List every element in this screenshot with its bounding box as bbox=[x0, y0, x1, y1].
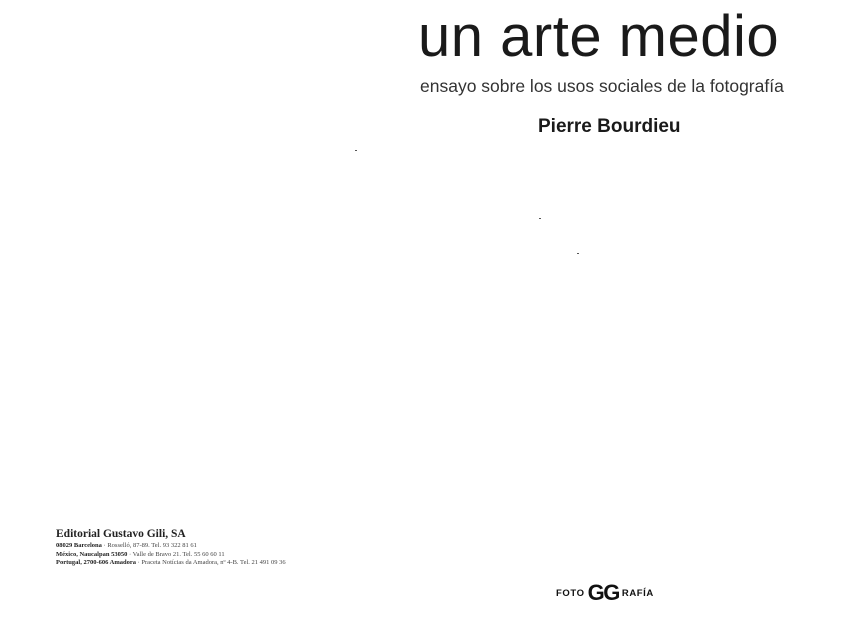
publisher-name: Editorial Gustavo Gili, SA bbox=[56, 528, 186, 540]
address-place: Portugal, 2700-606 Amadora bbox=[56, 559, 136, 566]
publisher-block bbox=[56, 528, 286, 568]
series-logo bbox=[556, 580, 654, 605]
address-place: México, Naucalpan 53050 bbox=[56, 550, 128, 558]
address-detail: Valle de Bravo 21. Tel. 55 60 60 11 bbox=[132, 550, 225, 558]
series-logo-right: RAFÍA bbox=[621, 587, 654, 599]
publisher-address: México, Naucalpan 53050 · Valle de Bravo 21. Tel. 55 60 60 11 bbox=[56, 550, 225, 558]
book-subtitle: ensayo sobre los usos sociales de la fotografía bbox=[420, 76, 784, 96]
address-place: 08029 Barcelona bbox=[56, 542, 102, 549]
book-title: un arte medio bbox=[418, 4, 780, 69]
print-speck bbox=[539, 218, 541, 219]
print-speck bbox=[577, 253, 579, 254]
publisher-address: 08029 Barcelona · Rosselló, 87-89. Tel. 93 322 81 61 bbox=[56, 542, 197, 549]
series-logo-left: FOTO bbox=[556, 587, 585, 599]
author-name: Pierre Bourdieu bbox=[538, 116, 681, 137]
print-speck bbox=[355, 150, 357, 151]
address-detail: Praceta Notícias da Amadora, nº 4-B. Tel. 21 491 09 36 bbox=[141, 559, 286, 566]
publisher-address: Portugal, 2700-606 Amadora · Praceta Notícias da Amadora, nº 4-B. Tel. 21 491 09 36 bbox=[56, 559, 286, 566]
address-detail: Rosselló, 87-89. Tel. 93 322 81 61 bbox=[107, 542, 197, 549]
gg-logo: GG bbox=[587, 580, 619, 605]
